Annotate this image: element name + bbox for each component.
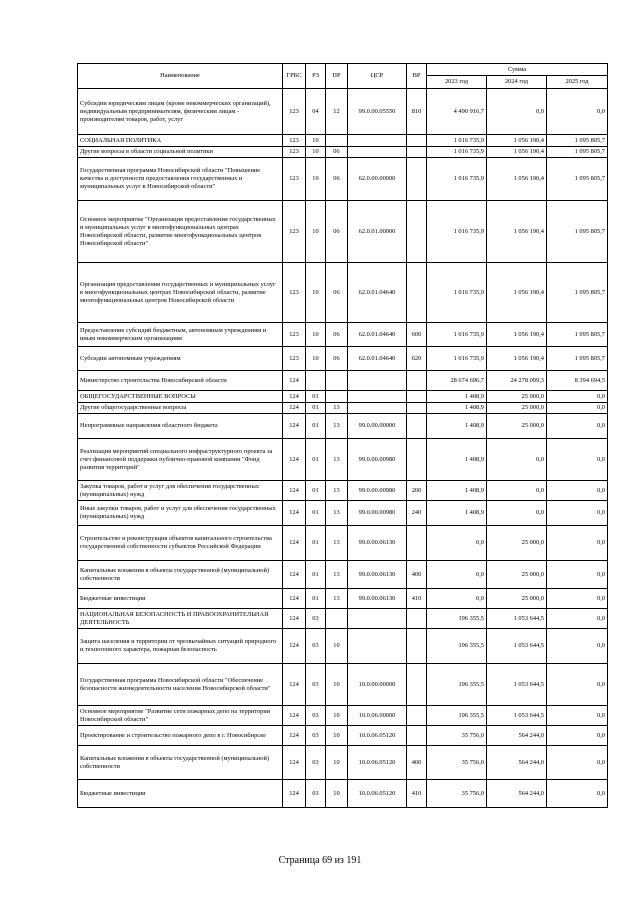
cell-sum-2025: 0,0 (547, 481, 608, 501)
cell-rz: 03 (306, 746, 326, 780)
cell-csr: 10.0.00.00000 (348, 664, 407, 706)
cell-grbs: 124 (283, 629, 306, 664)
cell-csr (348, 403, 407, 414)
header-pr: ПР (326, 64, 348, 89)
cell-grbs: 123 (283, 158, 306, 201)
cell-name: Непрограммные направления областного бюджета (78, 414, 283, 439)
cell-sum-2023: 1 408,9 (427, 481, 487, 501)
cell-name: Основное мероприятие "Развитие сети пожарных депо на территории Новосибирской области" (78, 706, 283, 726)
cell-sum-2023: 4 490 916,7 (427, 89, 487, 135)
cell-csr (348, 629, 407, 664)
cell-rz: 01 (306, 589, 326, 609)
cell-rz (306, 371, 326, 391)
cell-name: Закупка товаров, работ и услуг для обеспечения государственных (муниципальных) нужд (78, 481, 283, 501)
cell-pr: 06 (326, 201, 348, 263)
cell-vr (407, 158, 427, 201)
cell-grbs: 124 (283, 664, 306, 706)
cell-rz: 10 (306, 323, 326, 347)
cell-csr: 99.0.00.06130 (348, 526, 407, 561)
cell-sum-2024: 1 056 190,4 (487, 263, 547, 323)
table-row (78, 706, 608, 726)
cell-pr: 13 (326, 414, 348, 439)
cell-sum-2024: 1 056 190,4 (487, 347, 547, 371)
cell-grbs: 123 (283, 323, 306, 347)
cell-rz: 10 (306, 347, 326, 371)
cell-sum-2025: 0,0 (547, 629, 608, 664)
cell-grbs: 123 (283, 263, 306, 323)
cell-sum-2023: 0,0 (427, 589, 487, 609)
cell-rz: 01 (306, 561, 326, 589)
cell-grbs: 124 (283, 561, 306, 589)
cell-name: Другие общегосударственные вопросы (78, 403, 283, 414)
header-year-2025: 2025 год (547, 76, 608, 89)
cell-sum-2024: 0,0 (487, 501, 547, 526)
cell-pr: 06 (326, 347, 348, 371)
table-row (78, 347, 608, 371)
cell-csr: 62.0.01.04640 (348, 347, 407, 371)
table-row (78, 780, 608, 808)
cell-vr (407, 629, 427, 664)
cell-rz: 01 (306, 501, 326, 526)
cell-rz: 03 (306, 629, 326, 664)
cell-vr: 240 (407, 501, 427, 526)
cell-name: Защита населения и территории от чрезвычайных ситуаций природного и техногенного характера, пожарная безопасность (78, 629, 283, 664)
cell-vr (407, 414, 427, 439)
cell-sum-2025: 1 095 805,7 (547, 263, 608, 323)
header-sum: Сумма (427, 64, 608, 76)
cell-vr: 200 (407, 481, 427, 501)
cell-sum-2025: 1 095 805,7 (547, 158, 608, 201)
cell-sum-2023: 28 674 696,7 (427, 371, 487, 391)
cell-pr (326, 609, 348, 629)
cell-sum-2024: 564 244,0 (487, 780, 547, 808)
cell-sum-2024: 25 000,0 (487, 589, 547, 609)
table-row (78, 371, 608, 391)
cell-sum-2025: 0,0 (547, 89, 608, 135)
cell-sum-2025: 1 095 805,7 (547, 135, 608, 147)
cell-csr: 10.0.06.00000 (348, 706, 407, 726)
cell-sum-2025: 1 095 805,7 (547, 323, 608, 347)
cell-sum-2024: 1 053 644,5 (487, 609, 547, 629)
cell-rz: 04 (306, 89, 326, 135)
cell-name: СОЦИАЛЬНАЯ ПОЛИТИКА (78, 135, 283, 147)
cell-name: Строительство и реконструкция объектов капитального строительства государственной собственности субъектов Российской Федерации (78, 526, 283, 561)
cell-sum-2025: 0,0 (547, 526, 608, 561)
cell-sum-2023: 0,0 (427, 561, 487, 589)
cell-grbs: 124 (283, 403, 306, 414)
cell-sum-2023: 1 016 735,9 (427, 147, 487, 158)
cell-sum-2024: 1 053 644,5 (487, 629, 547, 664)
cell-pr: 13 (326, 561, 348, 589)
cell-rz: 01 (306, 403, 326, 414)
cell-sum-2024: 564 244,0 (487, 726, 547, 746)
cell-sum-2025: 1 095 805,7 (547, 147, 608, 158)
cell-grbs: 124 (283, 706, 306, 726)
cell-csr: 10.0.06.05120 (348, 726, 407, 746)
cell-vr: 410 (407, 589, 427, 609)
table-row (78, 391, 608, 403)
cell-sum-2025: 0,0 (547, 706, 608, 726)
cell-sum-2023: 35 756,0 (427, 780, 487, 808)
cell-sum-2023: 1 408,9 (427, 414, 487, 439)
table-row (78, 561, 608, 589)
cell-name: Субсидии юридическим лицам (кроме некоммерческих организаций), индивидуальным предпринимателям, физическим лицам - производителям товаров, работ, услуг (78, 89, 283, 135)
cell-rz: 03 (306, 609, 326, 629)
cell-rz: 10 (306, 158, 326, 201)
cell-sum-2023: 1 016 735,9 (427, 201, 487, 263)
header-grbs: ГРБС (283, 64, 306, 89)
cell-csr: 99.0.00.00980 (348, 481, 407, 501)
cell-grbs: 124 (283, 439, 306, 481)
cell-csr: 99.0.00.05550 (348, 89, 407, 135)
table-row (78, 481, 608, 501)
cell-sum-2024: 1 056 190,4 (487, 135, 547, 147)
cell-sum-2023: 1 016 735,9 (427, 135, 487, 147)
cell-name: Капитальные вложения в объекты государственной (муниципальной) собственности (78, 746, 283, 780)
cell-csr: 62.0.01.00000 (348, 201, 407, 263)
cell-rz: 10 (306, 263, 326, 323)
cell-name: Другие вопросы в области социальной политики (78, 147, 283, 158)
cell-sum-2025: 0,0 (547, 746, 608, 780)
cell-rz: 01 (306, 439, 326, 481)
cell-name: НАЦИОНАЛЬНАЯ БЕЗОПАСНОСТЬ И ПРАВООХРАНИТЕЛЬНАЯ ДЕЯТЕЛЬНОСТЬ (78, 609, 283, 629)
cell-sum-2025: 8 394 694,5 (547, 371, 608, 391)
cell-vr (407, 371, 427, 391)
cell-csr: 99.0.00.00980 (348, 439, 407, 481)
table-row (78, 323, 608, 347)
cell-csr (348, 147, 407, 158)
cell-sum-2025: 0,0 (547, 561, 608, 589)
cell-csr: 10.0.06.05120 (348, 746, 407, 780)
cell-rz: 10 (306, 147, 326, 158)
cell-vr (407, 135, 427, 147)
header-year-2024: 2024 год (487, 76, 547, 89)
cell-csr: 99.0.00.00980 (348, 501, 407, 526)
cell-grbs: 123 (283, 135, 306, 147)
cell-sum-2025: 0,0 (547, 501, 608, 526)
table-row (78, 414, 608, 439)
table-row (78, 629, 608, 664)
cell-name: Министерство строительства Новосибирской области (78, 371, 283, 391)
cell-rz: 03 (306, 726, 326, 746)
cell-pr: 10 (326, 629, 348, 664)
cell-name: ОБЩЕГОСУДАРСТВЕННЫЕ ВОПРОСЫ (78, 391, 283, 403)
cell-name: Бюджетные инвестиции (78, 589, 283, 609)
cell-sum-2023: 196 355,5 (427, 629, 487, 664)
cell-sum-2023: 1 016 735,9 (427, 323, 487, 347)
cell-vr (407, 609, 427, 629)
table-row (78, 726, 608, 746)
cell-vr (407, 439, 427, 481)
cell-sum-2024: 1 056 190,4 (487, 201, 547, 263)
cell-csr: 99.0.00.06130 (348, 589, 407, 609)
cell-csr (348, 391, 407, 403)
budget-table (77, 63, 608, 808)
table-row (78, 609, 608, 629)
cell-pr: 13 (326, 526, 348, 561)
cell-sum-2024: 25 000,0 (487, 403, 547, 414)
cell-csr: 62.0.01.04640 (348, 323, 407, 347)
cell-pr (326, 371, 348, 391)
cell-pr: 10 (326, 706, 348, 726)
cell-pr: 13 (326, 501, 348, 526)
cell-pr: 13 (326, 589, 348, 609)
cell-name: Государственная программа Новосибирской области "Обеспечение безопасности жизнедеятельности населения Новосибирской области" (78, 664, 283, 706)
cell-sum-2025: 0,0 (547, 403, 608, 414)
table-row (78, 746, 608, 780)
cell-sum-2024: 25 000,0 (487, 414, 547, 439)
cell-vr: 400 (407, 561, 427, 589)
cell-vr: 810 (407, 89, 427, 135)
cell-vr (407, 263, 427, 323)
cell-vr (407, 391, 427, 403)
cell-sum-2025: 1 095 805,7 (547, 347, 608, 371)
cell-vr: 400 (407, 746, 427, 780)
cell-sum-2024: 25 000,0 (487, 391, 547, 403)
cell-vr (407, 664, 427, 706)
cell-name: Капитальные вложения в объекты государственной (муниципальной) собственности (78, 561, 283, 589)
cell-grbs: 124 (283, 481, 306, 501)
cell-pr: 13 (326, 481, 348, 501)
cell-grbs: 124 (283, 726, 306, 746)
table-row (78, 158, 608, 201)
cell-sum-2024: 1 053 644,5 (487, 664, 547, 706)
header-name: Наименование (78, 64, 283, 89)
cell-pr: 06 (326, 323, 348, 347)
cell-vr (407, 706, 427, 726)
cell-name: Предоставление субсидий бюджетным, автономным учреждениям и иным некоммерческим организациям (78, 323, 283, 347)
cell-grbs: 124 (283, 501, 306, 526)
cell-csr (348, 135, 407, 147)
cell-rz: 01 (306, 481, 326, 501)
cell-name: Основное мероприятие "Организация предоставления государственных и муниципальных услуг в многофункциональных центрах Новосибирской области, развитие многофункциональных центров Новосибирской области" (78, 201, 283, 263)
cell-pr: 06 (326, 158, 348, 201)
cell-grbs: 124 (283, 746, 306, 780)
cell-pr: 10 (326, 746, 348, 780)
cell-sum-2024: 1 056 190,4 (487, 323, 547, 347)
cell-pr: 12 (326, 89, 348, 135)
cell-name: Иные закупки товаров, работ и услуг для обеспечения государственных (муниципальных) нужд (78, 501, 283, 526)
cell-sum-2024: 1 056 190,4 (487, 147, 547, 158)
cell-sum-2024: 25 000,0 (487, 561, 547, 589)
cell-csr: 99.0.00.06130 (348, 561, 407, 589)
cell-csr: 99.0.00.00000 (348, 414, 407, 439)
cell-rz: 03 (306, 780, 326, 808)
table-row (78, 403, 608, 414)
cell-rz: 10 (306, 135, 326, 147)
cell-name: Проектирование и строительство пожарного депо в г. Новосибирске (78, 726, 283, 746)
cell-pr: 13 (326, 439, 348, 481)
cell-vr: 600 (407, 323, 427, 347)
cell-name: Субсидии автономным учреждениям (78, 347, 283, 371)
cell-sum-2023: 1 408,9 (427, 501, 487, 526)
cell-pr: 10 (326, 780, 348, 808)
cell-grbs: 124 (283, 391, 306, 403)
header-csr: ЦСР (348, 64, 407, 89)
cell-vr: 620 (407, 347, 427, 371)
cell-sum-2024: 24 278 099,3 (487, 371, 547, 391)
cell-pr: 06 (326, 147, 348, 158)
cell-sum-2024: 1 056 190,4 (487, 158, 547, 201)
cell-sum-2024: 1 053 644,5 (487, 706, 547, 726)
cell-pr (326, 391, 348, 403)
table-row (78, 201, 608, 263)
cell-sum-2023: 1 408,9 (427, 403, 487, 414)
cell-vr (407, 201, 427, 263)
cell-sum-2025: 0,0 (547, 589, 608, 609)
cell-csr: 62.0.00.00000 (348, 158, 407, 201)
cell-vr: 410 (407, 780, 427, 808)
cell-name: Бюджетные инвестиции (78, 780, 283, 808)
cell-rz: 01 (306, 526, 326, 561)
cell-pr: 13 (326, 403, 348, 414)
cell-sum-2025: 0,0 (547, 664, 608, 706)
cell-sum-2023: 196 355,5 (427, 609, 487, 629)
table-row (78, 664, 608, 706)
cell-name: Организация предоставления государственных и муниципальных услуг в многофункциональных центрах Новосибирской области, развитие многофункциональных центров Новосибирской области (78, 263, 283, 323)
table-row (78, 526, 608, 561)
table-row (78, 501, 608, 526)
cell-grbs: 123 (283, 89, 306, 135)
cell-sum-2025: 0,0 (547, 439, 608, 481)
cell-csr: 62.0.01.04640 (348, 263, 407, 323)
cell-grbs: 123 (283, 201, 306, 263)
cell-sum-2023: 1 408,9 (427, 439, 487, 481)
cell-sum-2024: 0,0 (487, 481, 547, 501)
cell-sum-2024: 0,0 (487, 89, 547, 135)
cell-csr (348, 371, 407, 391)
cell-grbs: 124 (283, 609, 306, 629)
cell-sum-2023: 1 016 735,9 (427, 347, 487, 371)
cell-vr (407, 526, 427, 561)
cell-grbs: 124 (283, 589, 306, 609)
cell-rz: 03 (306, 706, 326, 726)
cell-pr: 10 (326, 664, 348, 706)
cell-sum-2024: 564 244,0 (487, 746, 547, 780)
cell-csr: 10.0.06.05120 (348, 780, 407, 808)
cell-sum-2023: 35 756,0 (427, 746, 487, 780)
table-row (78, 89, 608, 135)
header-vr: ВР (407, 64, 427, 89)
cell-sum-2025: 0,0 (547, 414, 608, 439)
table-row (78, 263, 608, 323)
cell-grbs: 123 (283, 147, 306, 158)
header-year-2023: 2023 год (427, 76, 487, 89)
cell-sum-2025: 0,0 (547, 609, 608, 629)
cell-rz: 01 (306, 414, 326, 439)
cell-vr (407, 726, 427, 746)
cell-grbs: 123 (283, 347, 306, 371)
cell-sum-2025: 1 095 805,7 (547, 201, 608, 263)
cell-pr: 10 (326, 726, 348, 746)
header-rz: РЗ (306, 64, 326, 89)
cell-name: Государственная программа Новосибирской области "Повышение качества и доступности предоставления государственных и муниципальных услуг в Новосибирской области" (78, 158, 283, 201)
table-row (78, 135, 608, 147)
cell-sum-2024: 25 000,0 (487, 526, 547, 561)
cell-pr: 06 (326, 263, 348, 323)
cell-sum-2023: 1 408,9 (427, 391, 487, 403)
table-body (78, 89, 608, 808)
table-row (78, 439, 608, 481)
cell-sum-2024: 0,0 (487, 439, 547, 481)
cell-sum-2023: 0,0 (427, 526, 487, 561)
cell-sum-2023: 1 016 735,9 (427, 158, 487, 201)
cell-pr (326, 135, 348, 147)
cell-vr (407, 147, 427, 158)
cell-sum-2023: 196 355,5 (427, 706, 487, 726)
cell-rz: 03 (306, 664, 326, 706)
cell-csr (348, 609, 407, 629)
cell-sum-2025: 0,0 (547, 726, 608, 746)
cell-sum-2023: 1 016 735,9 (427, 263, 487, 323)
table-row (78, 147, 608, 158)
cell-sum-2025: 0,0 (547, 391, 608, 403)
cell-rz: 10 (306, 201, 326, 263)
cell-sum-2023: 35 756,0 (427, 726, 487, 746)
cell-vr (407, 403, 427, 414)
cell-grbs: 124 (283, 371, 306, 391)
cell-grbs: 124 (283, 526, 306, 561)
cell-grbs: 124 (283, 780, 306, 808)
table-row (78, 589, 608, 609)
cell-name: Реализация мероприятий специального инфраструктурного проекта за счет финансовой поддержки публично-правовой компании "Фонд развития территорий" (78, 439, 283, 481)
cell-sum-2023: 196 355,5 (427, 664, 487, 706)
cell-grbs: 124 (283, 414, 306, 439)
cell-sum-2025: 0,0 (547, 780, 608, 808)
page-number: Страница 69 из 191 (278, 855, 362, 866)
cell-rz: 01 (306, 391, 326, 403)
